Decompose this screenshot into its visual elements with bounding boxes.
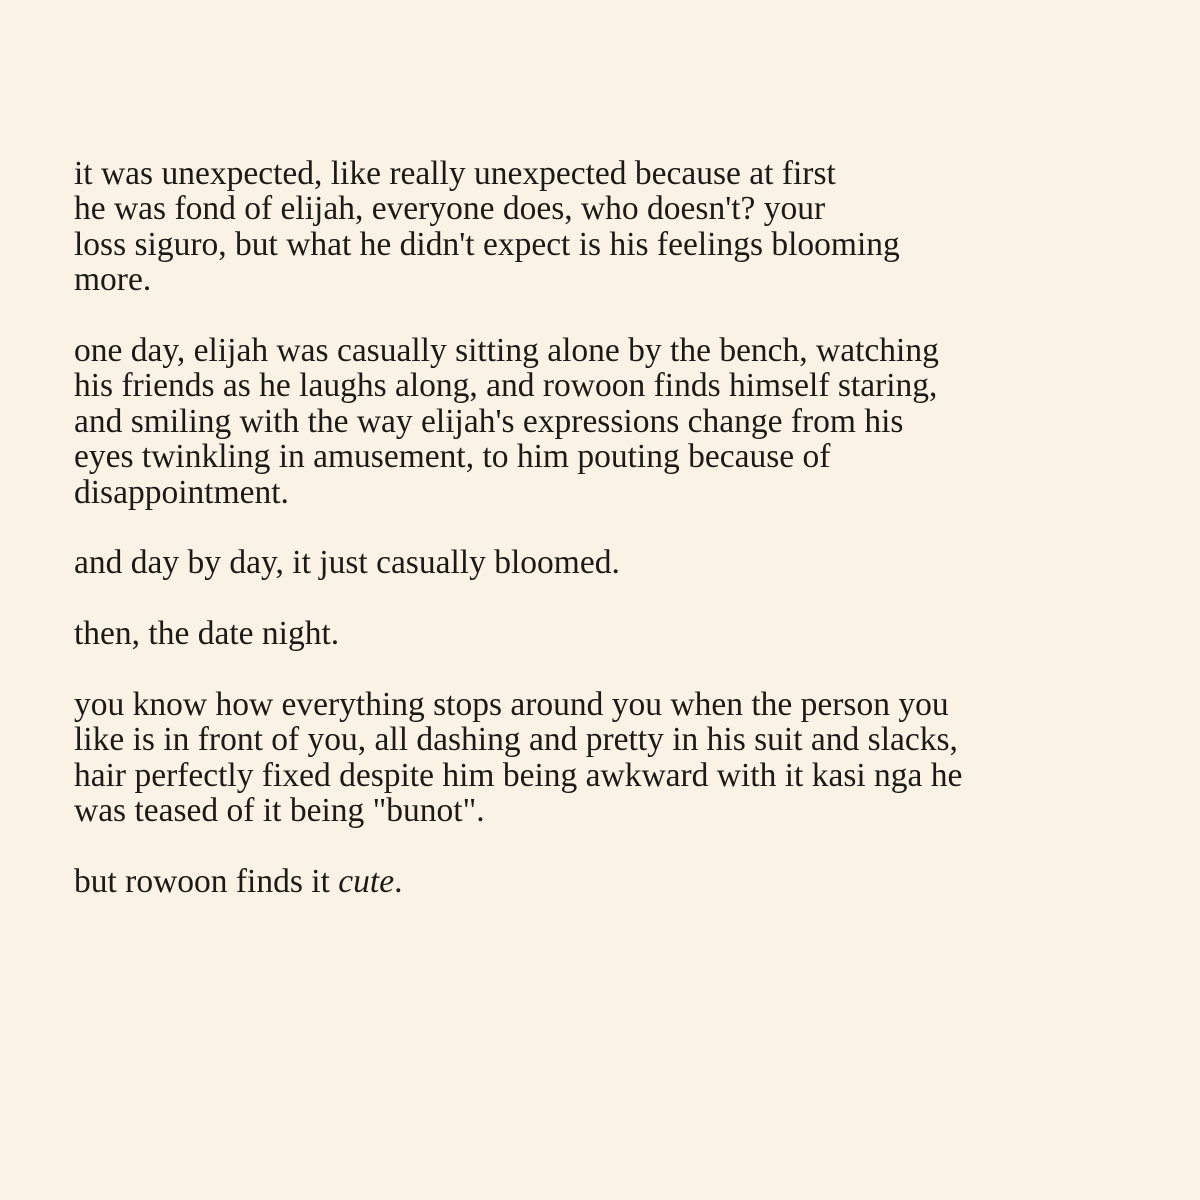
text-line: loss siguro, but what he didn't expect is his feelings blooming: [74, 225, 900, 263]
text-line: eyes twinkling in amusement, to him pouting because of: [74, 438, 831, 476]
paragraph-3: [74, 545, 1174, 580]
text-fragment: .: [394, 863, 403, 901]
paragraph-4: [74, 616, 1174, 651]
text-line: and smiling with the way elijah's expressions change from his: [74, 402, 904, 440]
text-line: one day, elijah was casually sitting alone by the bench, watching: [74, 332, 939, 370]
text-line: was teased of it being "bunot".: [74, 792, 485, 830]
text-line: then, the date night.: [74, 615, 340, 653]
text-line: and day by day, it just casually bloomed.: [74, 544, 620, 582]
text-line: he was fond of elijah, everyone does, who doesn't? your: [74, 190, 826, 228]
text-line: his friends as he laughs along, and rowoon finds himself staring,: [74, 367, 938, 405]
paragraph-2: [74, 333, 1174, 510]
paragraph-6: [74, 864, 1174, 899]
emphasis-text: cute: [338, 863, 395, 901]
text-line: disappointment.: [74, 473, 289, 511]
paragraph-1: [74, 156, 1174, 298]
text-line: you know how everything stops around you when the person you: [74, 686, 949, 724]
paragraph-5: [74, 687, 1174, 829]
text-line: it was unexpected, like really unexpected because at first: [74, 155, 836, 192]
text-fragment: but rowoon finds it: [74, 863, 339, 901]
story-text: [74, 156, 1174, 935]
text-line: more.: [74, 261, 152, 299]
text-line: [74, 864, 1174, 899]
text-line: like is in front of you, all dashing and pretty in his suit and slacks,: [74, 721, 958, 759]
text-line: hair perfectly fixed despite him being awkward with it kasi nga he: [74, 756, 963, 794]
